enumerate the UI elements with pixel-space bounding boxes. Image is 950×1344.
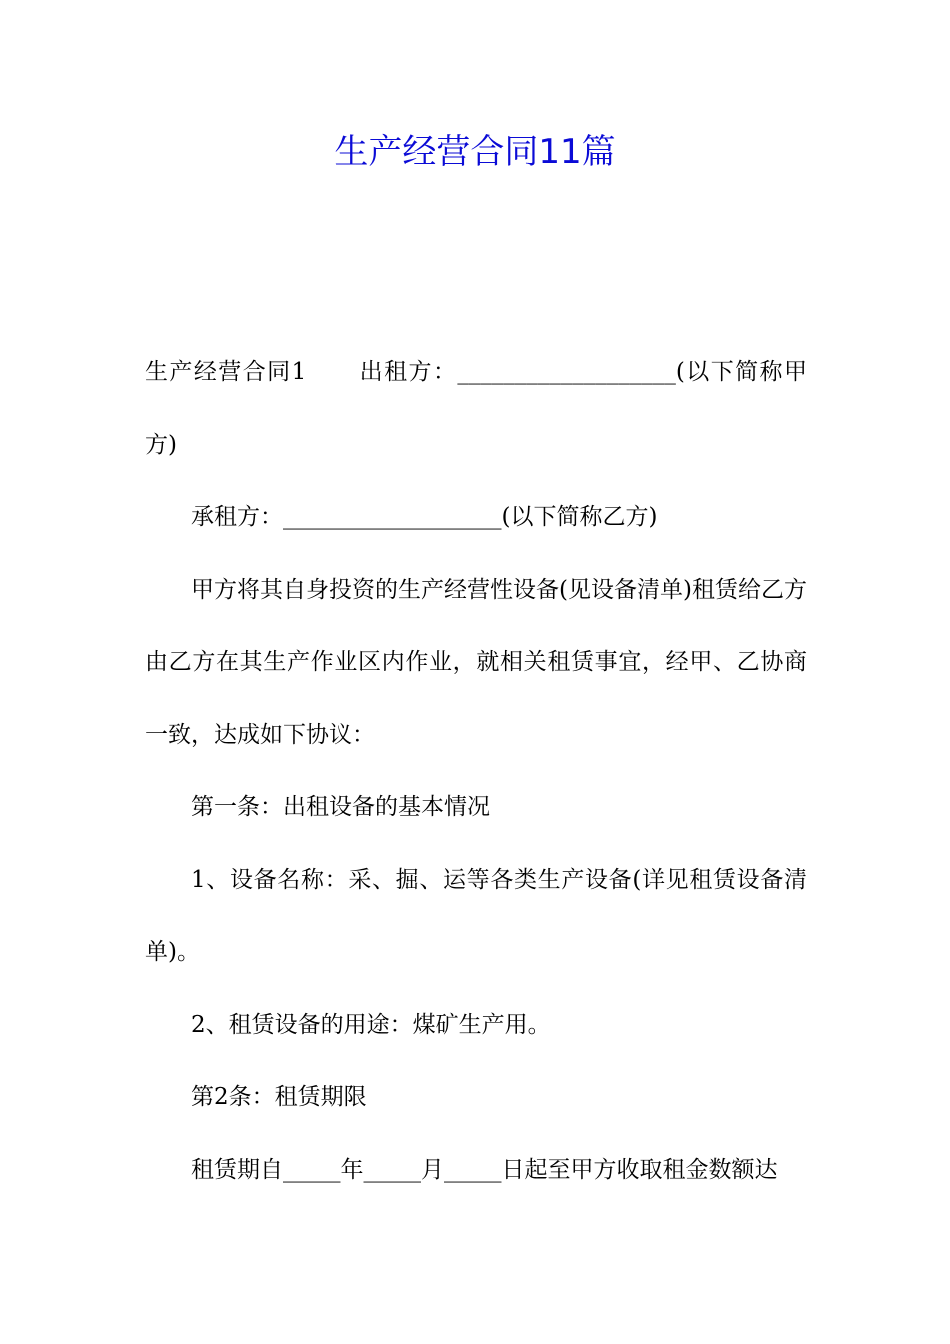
contract-heading: 生产经营合同1 [145,359,307,385]
lessor-line: 出租方：___________________(以下简称甲方) [145,359,807,458]
document-title: 生产经营合同11篇 [334,132,616,172]
article-2-heading: 第2条：租赁期限 [191,1084,367,1110]
paragraph-lease-term: 租赁期自_____年_____月_____日起至甲方收取租金数额达 [191,1156,778,1183]
paragraph-equipment-name: 1、设备名称：采、掘、运等各类生产设备(详见租赁设备清单)。 [145,866,807,965]
paragraph-lessor [145,336,807,481]
paragraph-equipment-use: 2、租赁设备的用途：煤矿生产用。 [191,1011,551,1038]
paragraph-intro: 甲方将其自身投资的生产经营性设备(见设备清单)租赁给乙方由乙方在其生产作业区内作业，就相关租赁事宜，经甲、乙协商一致，达成如下协议： [145,576,807,748]
paragraph-lessee: 承租方：___________________(以下简称乙方) [191,504,658,530]
document-body [145,336,807,1206]
article-1-heading: 第一条：出租设备的基本情况 [191,794,490,820]
